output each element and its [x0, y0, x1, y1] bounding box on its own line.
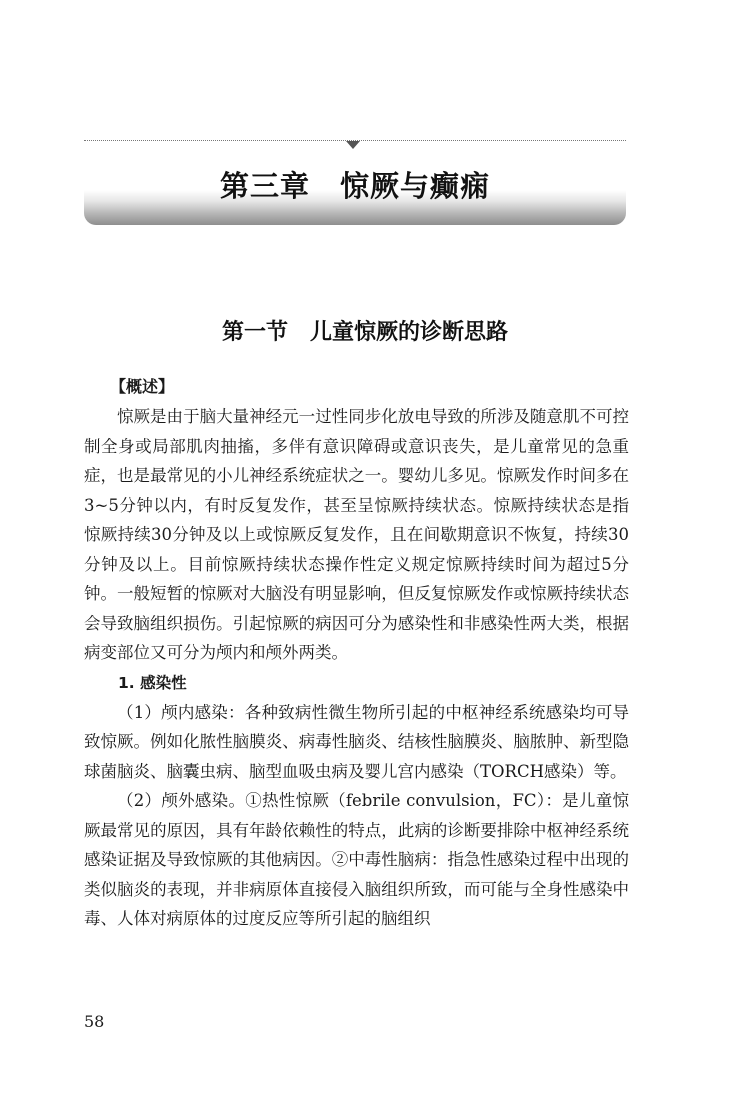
extracranial-infection-paragraph: （2）颅外感染。①热性惊厥（febrile convulsion，FC）：是儿童惊厥最常见的原因，具有年龄依赖性的特点，此病的诊断要排除中枢神经系统感染证据及导致惊厥的其他病因。②中毒性脑病：指急性感染过程中出现的类似脑炎的表现，并非病原体直接侵入脑组织所致，而可能与全身性感染中毒、人体对病原体的过度反应等所引起的脑组织 — [84, 791, 629, 928]
intracranial-infection-paragraph: （1）颅内感染：各种致病性微生物所引起的中枢神经系统感染均可导致惊厥。例如化脓性脑膜炎、病毒性脑炎、结核性脑膜炎、脑脓肿、新型隐球菌脑炎、脑囊虫病、脑型血吸虫病及婴儿宫内感染（TORCH感染）等。 — [84, 702, 629, 781]
chapter-title: 第三章 惊厥与癫痫 — [219, 169, 490, 203]
triangle-marker-icon — [346, 141, 360, 149]
section-title: 第一节 儿童惊厥的诊断思路 — [221, 319, 508, 345]
body-content — [84, 372, 629, 934]
overview-paragraph: 惊厥是由于脑大量神经元一过性同步化放电导致的所涉及随意肌不可控制全身或局部肌肉抽搐，多伴有意识障碍或意识丧失，是儿童常见的急重症，也是最常见的小儿神经系统症状之一。婴幼儿多见。惊厥发作时间多在3~5分钟以内，有时反复发作，甚至呈惊厥持续状态。惊厥持续状态是指惊厥持续30分钟及以上或惊厥反复发作，且在间歇期意识不恢复，持续30分钟及以上。目前惊厥持续状态操作性定义规定惊厥持续时间为超过5分钟。一般短暂的惊厥对大脑没有明显影响，但反复惊厥发作或惊厥持续状态会导致脑组织损伤。引起惊厥的病因可分为感染性和非感染性两大类，根据病变部位又可分为颅内和颅外两类。 — [84, 407, 629, 662]
page-number: 58 — [84, 1012, 105, 1031]
infection-heading: 1. 感染性 — [118, 673, 187, 692]
overview-heading: 【概述】 — [110, 377, 175, 396]
